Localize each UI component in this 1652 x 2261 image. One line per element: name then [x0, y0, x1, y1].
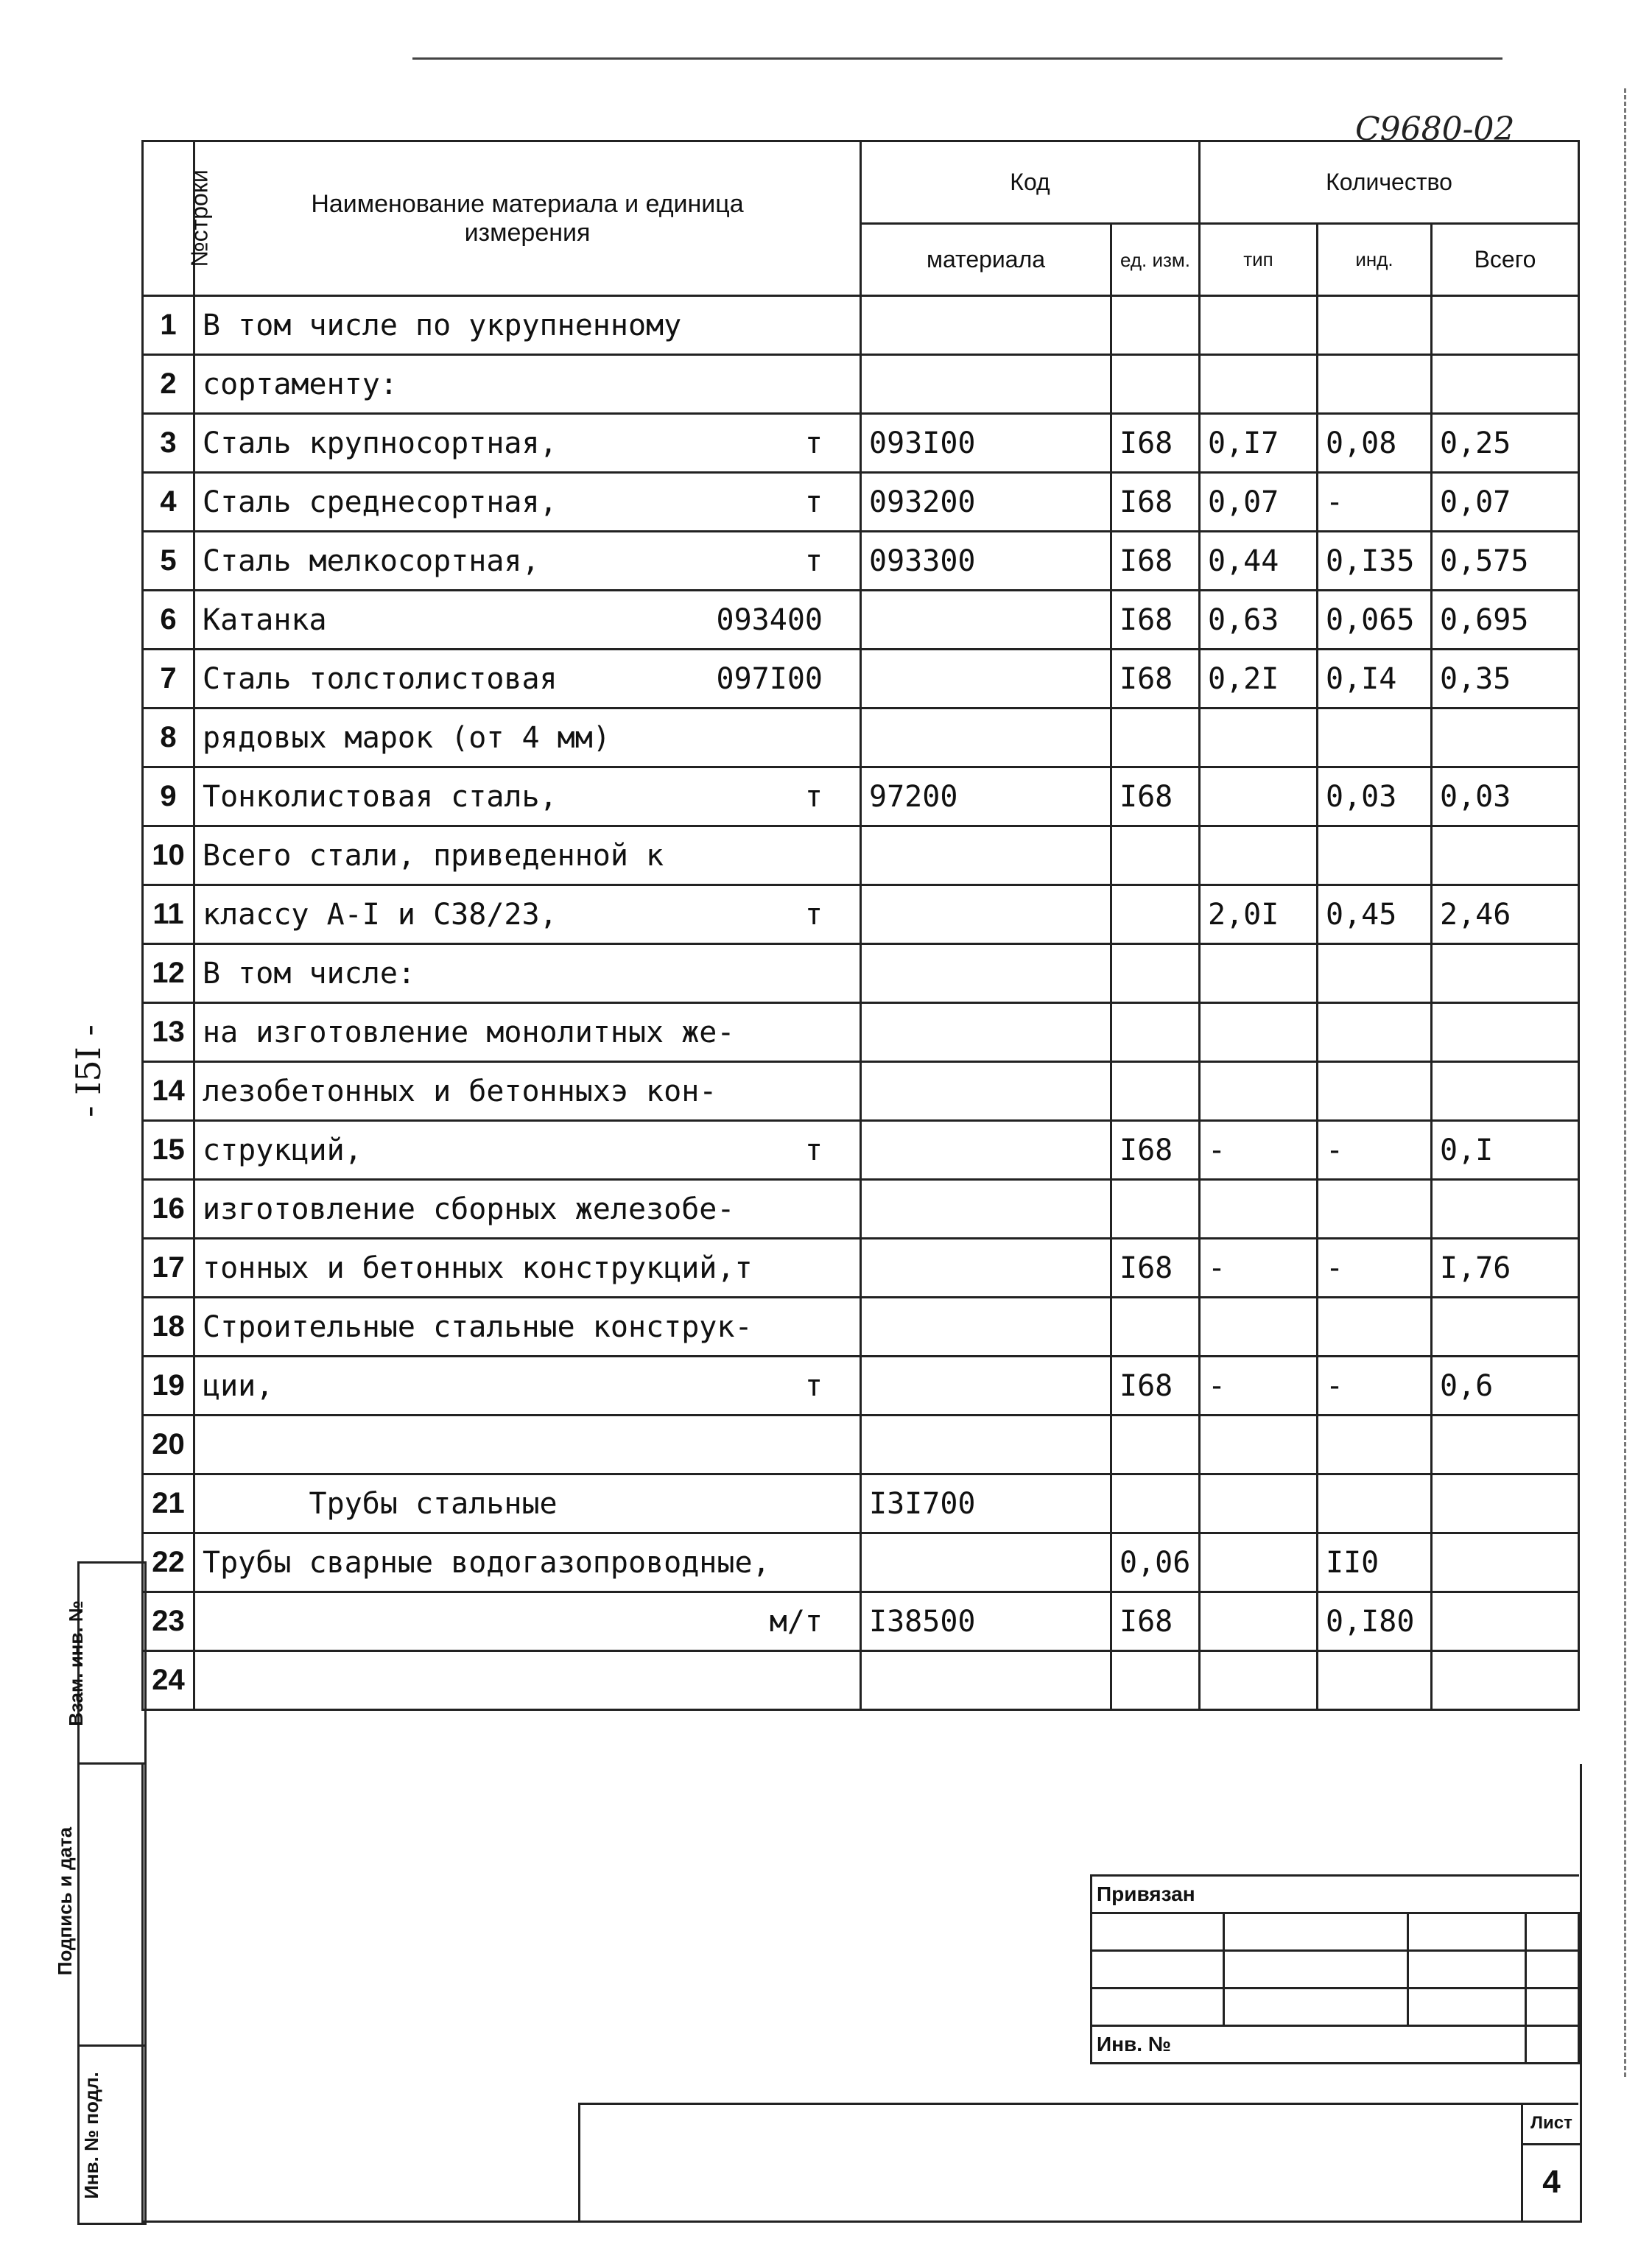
qty-type: 0,2I [1200, 650, 1318, 708]
material-code: 093I00 [861, 414, 1111, 473]
unit-code [1111, 1651, 1200, 1710]
material-code [861, 296, 1111, 355]
unit-code [1111, 1474, 1200, 1533]
table-row [143, 473, 1579, 532]
unit-code: I68 [1111, 1592, 1200, 1651]
material-name-text: сортаменту: [203, 367, 398, 401]
material-code [861, 826, 1111, 885]
material-unit-suffix: т [804, 426, 823, 460]
side-stamp-sign-date: Подпись и дата [54, 1826, 77, 1976]
material-name-text: тонных и бетонных конструкций,т [203, 1251, 753, 1285]
row-number: 20 [143, 1416, 194, 1474]
material-unit-suffix: 097I00 [716, 661, 823, 696]
material-name [194, 1298, 861, 1357]
material-code [861, 1003, 1111, 1062]
header-name: Наименование материала и единица измерения [194, 141, 861, 296]
row-number: 3 [143, 414, 194, 473]
material-name [194, 1121, 861, 1180]
qty-ind [1318, 1062, 1432, 1121]
table-row [143, 1121, 1579, 1180]
row-number: 17 [143, 1239, 194, 1298]
stamp-cell [1092, 1913, 1224, 1951]
material-code [861, 355, 1111, 414]
row-number: 8 [143, 708, 194, 767]
material-name [194, 944, 861, 1003]
table-row [143, 1003, 1579, 1062]
row-number: 2 [143, 355, 194, 414]
material-unit-suffix: т [804, 544, 823, 578]
material-name [194, 1062, 861, 1121]
unit-code [1111, 1298, 1200, 1357]
unit-code: I68 [1111, 591, 1200, 650]
qty-ind [1318, 296, 1432, 355]
qty-total [1432, 1474, 1579, 1533]
row-number: 21 [143, 1474, 194, 1533]
qty-type [1200, 1651, 1318, 1710]
material-name [194, 1180, 861, 1239]
qty-ind: 0,03 [1318, 767, 1432, 826]
material-unit-suffix: т [804, 485, 823, 519]
row-number: 7 [143, 650, 194, 708]
material-name-text: изготовление сборных железобе- [203, 1192, 735, 1226]
table-row [143, 355, 1579, 414]
unit-code [1111, 708, 1200, 767]
side-stamp-inv-orig: Инв. № подл. [80, 2072, 102, 2199]
binding-line [1624, 88, 1626, 2077]
material-name-text: Катанка [203, 602, 327, 637]
stamp-cell [1526, 1913, 1579, 1951]
qty-total [1432, 1592, 1579, 1651]
row-number: 18 [143, 1298, 194, 1357]
stamp-cell [1408, 1989, 1526, 2026]
qty-type: 0,I7 [1200, 414, 1318, 473]
qty-type: - [1200, 1121, 1318, 1180]
row-number: 10 [143, 826, 194, 885]
unit-code: 0,06 [1111, 1533, 1200, 1592]
material-name-text: Всего стали, приведенной к [203, 838, 664, 873]
qty-total [1432, 1416, 1579, 1474]
side-page-number: - I5I - [68, 1024, 108, 1117]
qty-ind: 0,065 [1318, 591, 1432, 650]
table-row [143, 826, 1579, 885]
qty-ind: 0,I80 [1318, 1592, 1432, 1651]
qty-type: - [1200, 1239, 1318, 1298]
material-name [194, 355, 861, 414]
qty-ind [1318, 708, 1432, 767]
table-row [143, 296, 1579, 355]
qty-total [1432, 296, 1579, 355]
qty-total [1432, 1651, 1579, 1710]
header-quantity: Количество [1200, 141, 1579, 224]
material-code: 093300 [861, 532, 1111, 591]
qty-total [1432, 1298, 1579, 1357]
side-stamp-inv-exch: Взам. инв. № [64, 1600, 87, 1726]
unit-code [1111, 826, 1200, 885]
material-unit-suffix: м/т [769, 1604, 823, 1639]
material-name-text: Трубы стальные [203, 1486, 558, 1521]
stamp-cell [1526, 2026, 1579, 2064]
qty-ind [1318, 1180, 1432, 1239]
header-row-no: №строки [143, 141, 194, 296]
qty-ind: - [1318, 1357, 1432, 1416]
table-row [143, 1474, 1579, 1533]
row-number: 5 [143, 532, 194, 591]
table-row [143, 1533, 1579, 1592]
qty-total [1432, 708, 1579, 767]
stamp-cell [1224, 1951, 1408, 1989]
material-code: I38500 [861, 1592, 1111, 1651]
document-number: С9680-02 [1355, 110, 1515, 148]
qty-type [1200, 767, 1318, 826]
qty-ind: II0 [1318, 1533, 1432, 1592]
material-name-text: Трубы сварные водогазопроводные, [203, 1545, 770, 1580]
material-code [861, 1533, 1111, 1592]
qty-total: 0,695 [1432, 591, 1579, 650]
material-code [861, 1298, 1111, 1357]
qty-type: 0,44 [1200, 532, 1318, 591]
unit-code: I68 [1111, 532, 1200, 591]
stamp-bound: Привязан [1092, 1876, 1579, 1913]
unit-code: I68 [1111, 767, 1200, 826]
material-name [194, 1474, 861, 1533]
side-stamp-orig-cell [80, 2047, 144, 2220]
material-name [194, 532, 861, 591]
material-name [194, 1592, 861, 1651]
row-number: 24 [143, 1651, 194, 1710]
table-row [143, 885, 1579, 944]
qty-type [1200, 1062, 1318, 1121]
qty-ind [1318, 1003, 1432, 1062]
top-rule [412, 57, 1502, 60]
material-code [861, 1062, 1111, 1121]
material-code [861, 885, 1111, 944]
material-name [194, 885, 861, 944]
material-code [861, 1651, 1111, 1710]
qty-type: 0,07 [1200, 473, 1318, 532]
row-number: 11 [143, 885, 194, 944]
unit-code [1111, 885, 1200, 944]
table-row [143, 1357, 1579, 1416]
material-name-text: Сталь крупносортная, [203, 426, 558, 460]
table-row [143, 650, 1579, 708]
qty-total [1432, 826, 1579, 885]
row-number: 1 [143, 296, 194, 355]
material-code [861, 1121, 1111, 1180]
material-name [194, 591, 861, 650]
qty-ind [1318, 1651, 1432, 1710]
stamp-cell [1224, 1989, 1408, 2026]
material-unit-suffix: т [804, 779, 823, 814]
table-row [143, 708, 1579, 767]
table-row [143, 1651, 1579, 1710]
material-name-text: Строительные стальные конструк- [203, 1309, 753, 1344]
material-name-text: Сталь мелкосортная, [203, 544, 540, 578]
unit-code [1111, 944, 1200, 1003]
qty-type [1200, 1298, 1318, 1357]
qty-type [1200, 1416, 1318, 1474]
material-code [861, 650, 1111, 708]
qty-type [1200, 1474, 1318, 1533]
table-row [143, 1239, 1579, 1298]
header-unit: ед. изм. [1111, 224, 1200, 296]
material-name [194, 826, 861, 885]
row-number: 22 [143, 1533, 194, 1592]
material-name [194, 1357, 861, 1416]
table-row [143, 414, 1579, 473]
header-total: Всего [1432, 224, 1579, 296]
table-row [143, 532, 1579, 591]
row-number: 12 [143, 944, 194, 1003]
stamp-cell [1408, 1951, 1526, 1989]
table-row [143, 1416, 1579, 1474]
unit-code [1111, 1062, 1200, 1121]
qty-total [1432, 1180, 1579, 1239]
binding-stamp [1090, 1874, 1580, 2064]
unit-code [1111, 355, 1200, 414]
row-number: 6 [143, 591, 194, 650]
material-name-text: лезобетонных и бетонныхэ кон- [203, 1074, 717, 1108]
stamp-cell [1092, 1951, 1224, 1989]
material-name [194, 473, 861, 532]
material-code [861, 591, 1111, 650]
header-code: Код [861, 141, 1200, 224]
row-number: 15 [143, 1121, 194, 1180]
qty-ind [1318, 944, 1432, 1003]
qty-type [1200, 944, 1318, 1003]
material-code: 093200 [861, 473, 1111, 532]
qty-ind: - [1318, 1121, 1432, 1180]
qty-total [1432, 355, 1579, 414]
qty-type [1200, 1180, 1318, 1239]
qty-total: 0,6 [1432, 1357, 1579, 1416]
row-number: 16 [143, 1180, 194, 1239]
material-unit-suffix: т [804, 1133, 823, 1167]
qty-ind [1318, 826, 1432, 885]
qty-ind: 0,I35 [1318, 532, 1432, 591]
qty-ind: 0,45 [1318, 885, 1432, 944]
qty-ind [1318, 1416, 1432, 1474]
title-block [578, 2103, 1578, 2223]
unit-code: I68 [1111, 1357, 1200, 1416]
qty-total: 2,46 [1432, 885, 1579, 944]
table-row [143, 1298, 1579, 1357]
materials-table [141, 140, 1580, 1711]
qty-total [1432, 944, 1579, 1003]
material-name-text: на изготовление монолитных же- [203, 1015, 735, 1049]
qty-type [1200, 1533, 1318, 1592]
qty-total: 0,I [1432, 1121, 1579, 1180]
material-name [194, 1533, 861, 1592]
material-name [194, 414, 861, 473]
table-row [143, 1592, 1579, 1651]
unit-code: I68 [1111, 650, 1200, 708]
qty-total: 0,03 [1432, 767, 1579, 826]
material-name-text: струкций, [203, 1133, 362, 1167]
side-stamp-sign-cell [54, 1765, 144, 2047]
material-name-text: классу А-I и С38/23, [203, 897, 558, 932]
material-code [861, 1357, 1111, 1416]
header-material: материала [861, 224, 1111, 296]
material-name-text: Тонколистовая сталь, [203, 779, 558, 814]
qty-total: 0,25 [1432, 414, 1579, 473]
unit-code [1111, 1180, 1200, 1239]
material-name-text: Сталь толстолистовая [203, 661, 558, 696]
material-name-text: В том числе: [203, 956, 415, 991]
qty-type [1200, 708, 1318, 767]
row-number: 4 [143, 473, 194, 532]
unit-code: I68 [1111, 1239, 1200, 1298]
table-row [143, 591, 1579, 650]
material-name [194, 1416, 861, 1474]
stamp-cell [1224, 1913, 1408, 1951]
row-number: 13 [143, 1003, 194, 1062]
qty-ind: 0,08 [1318, 414, 1432, 473]
material-name [194, 1651, 861, 1710]
row-number: 19 [143, 1357, 194, 1416]
material-name [194, 708, 861, 767]
material-code [861, 1180, 1111, 1239]
qty-type [1200, 826, 1318, 885]
side-stamp-exch-cell [64, 1564, 144, 1765]
sheet-number: 4 [1542, 2164, 1561, 2200]
table-row [143, 1180, 1579, 1239]
stamp-cell [1092, 1989, 1224, 2026]
unit-code [1111, 1003, 1200, 1062]
material-code [861, 944, 1111, 1003]
qty-type [1200, 1592, 1318, 1651]
stamp-cell [1526, 1951, 1579, 1989]
qty-ind: - [1318, 1239, 1432, 1298]
qty-total: 0,07 [1432, 473, 1579, 532]
qty-type [1200, 355, 1318, 414]
material-name-text: В том числе по укрупненному [203, 308, 682, 342]
material-unit-suffix: 093400 [716, 602, 823, 637]
material-code [861, 1416, 1111, 1474]
material-code [861, 1239, 1111, 1298]
qty-total [1432, 1533, 1579, 1592]
qty-ind [1318, 355, 1432, 414]
unit-code: I68 [1111, 1121, 1200, 1180]
sheet-label: Лист [1523, 2103, 1580, 2145]
qty-total: I,76 [1432, 1239, 1579, 1298]
unit-code [1111, 1416, 1200, 1474]
qty-total [1432, 1003, 1579, 1062]
stamp-cell [1408, 1913, 1526, 1951]
unit-code [1111, 296, 1200, 355]
material-name [194, 1239, 861, 1298]
qty-type: - [1200, 1357, 1318, 1416]
material-name-text: рядовых марок (от 4 мм) [203, 720, 611, 755]
qty-type: 2,0I [1200, 885, 1318, 944]
row-number: 14 [143, 1062, 194, 1121]
row-number: 23 [143, 1592, 194, 1651]
material-name [194, 296, 861, 355]
table-row [143, 1062, 1579, 1121]
qty-type [1200, 296, 1318, 355]
qty-ind [1318, 1474, 1432, 1533]
table-row [143, 767, 1579, 826]
header-type: тип [1200, 224, 1318, 296]
side-stamp [54, 1561, 147, 2225]
material-unit-suffix: т [804, 897, 823, 932]
header-ind: инд. [1318, 224, 1432, 296]
material-name-text: Сталь среднесортная, [203, 485, 558, 519]
qty-total: 0,35 [1432, 650, 1579, 708]
qty-type [1200, 1003, 1318, 1062]
table-row [143, 944, 1579, 1003]
qty-ind: 0,I4 [1318, 650, 1432, 708]
sheet-box [1521, 2103, 1580, 2220]
material-code: 97200 [861, 767, 1111, 826]
material-code [861, 708, 1111, 767]
material-unit-suffix: т [804, 1368, 823, 1403]
qty-ind: - [1318, 473, 1432, 532]
unit-code: I68 [1111, 473, 1200, 532]
stamp-inv-no: Инв. № [1092, 2026, 1526, 2064]
qty-total: 0,575 [1432, 532, 1579, 591]
qty-type: 0,63 [1200, 591, 1318, 650]
material-name [194, 1003, 861, 1062]
qty-total [1432, 1062, 1579, 1121]
stamp-cell [1526, 1989, 1579, 2026]
unit-code: I68 [1111, 414, 1200, 473]
row-number: 9 [143, 767, 194, 826]
material-name-text: ции, [203, 1368, 274, 1403]
material-name [194, 650, 861, 708]
qty-ind [1318, 1298, 1432, 1357]
material-code: I3I700 [861, 1474, 1111, 1533]
material-name [194, 767, 861, 826]
